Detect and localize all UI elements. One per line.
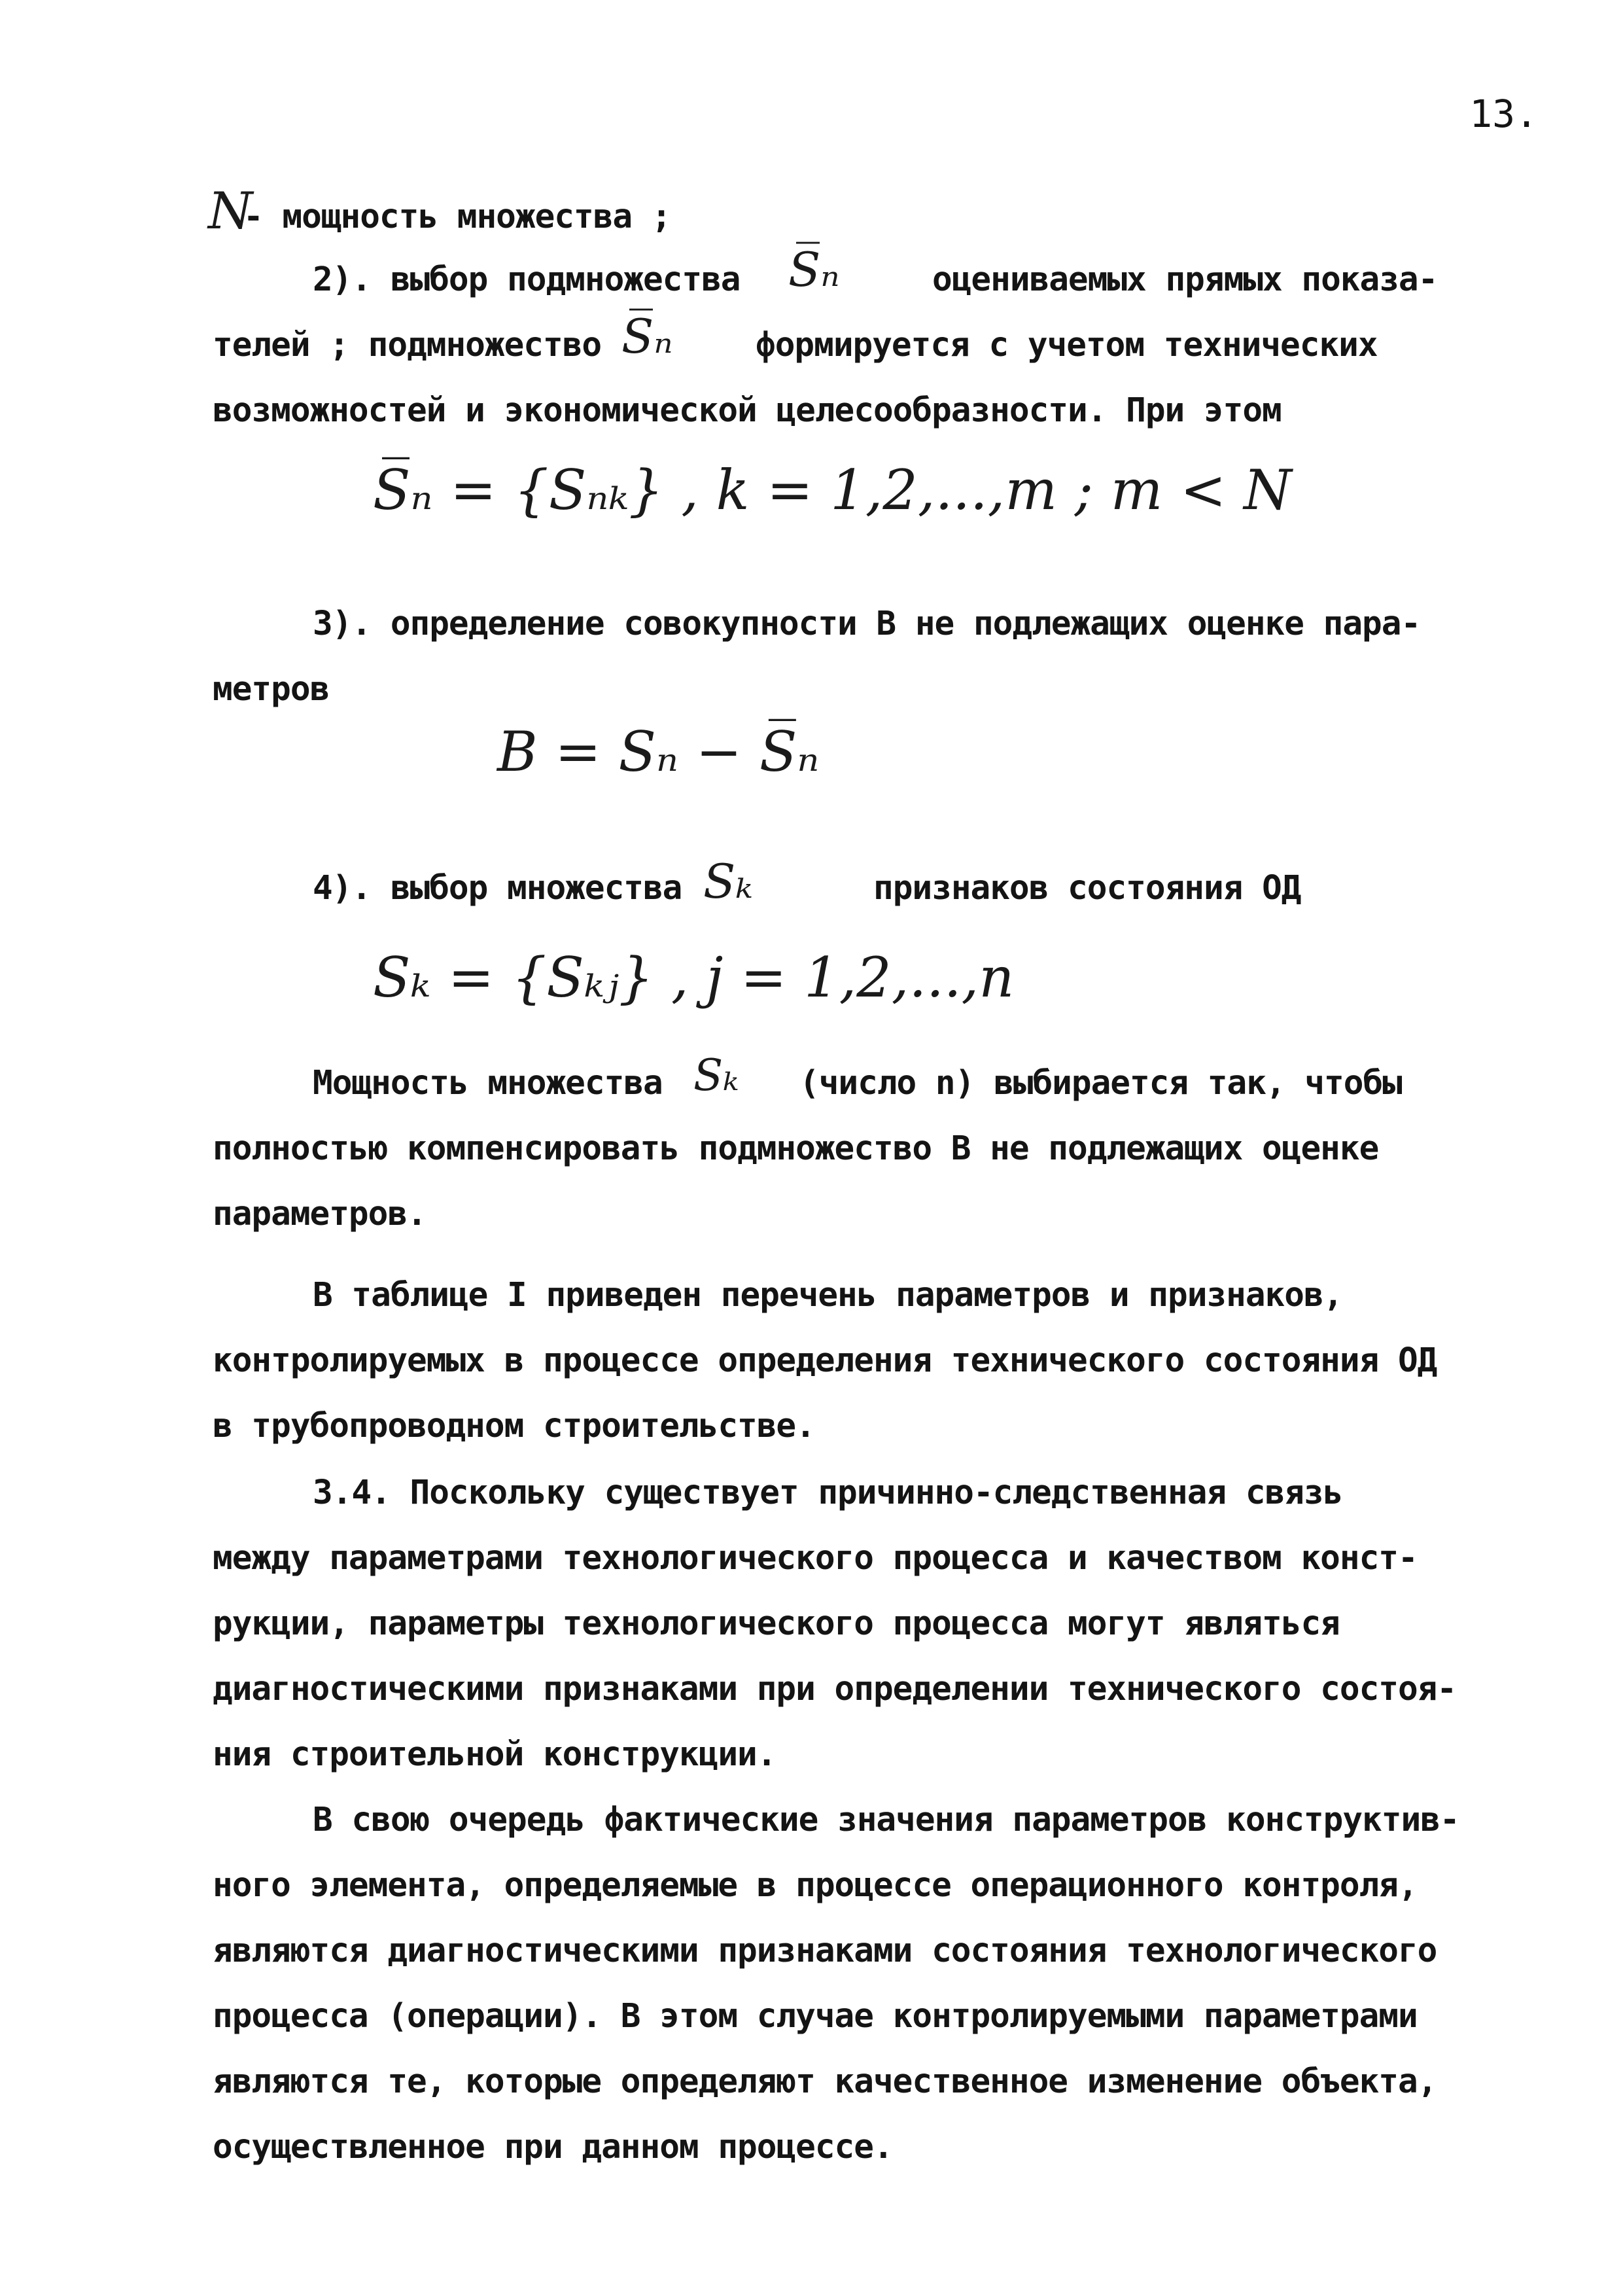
text-line-5: 3). определение совокупности B не подлежащих оценке пара- — [313, 605, 1421, 643]
text-line-7a: 4). выбор множества — [313, 869, 682, 908]
text-line-24: осуществленное при данном процессе. — [213, 2128, 893, 2166]
symbol-sn-bar-2: S̅ₙ — [621, 309, 673, 364]
text-line-4: возможностей и экономической целесообразности. При этом — [213, 391, 1282, 430]
text-line-14: 3.4. Поскольку существует причинно-следственная связь — [313, 1474, 1343, 1512]
text-line-13: в трубопроводном строительстве. — [213, 1407, 815, 1445]
formula-1: S̅ₙ = {Sₙₖ} , k = 1,2,...,m ; m < N — [373, 458, 1292, 522]
text-line-17: диагностическими признаками при определении технического состоя- — [213, 1670, 1457, 1708]
text-line-1: - мощность множества ; — [243, 198, 671, 236]
text-line-15: между параметрами технологического процесса и качеством конст- — [213, 1539, 1418, 1578]
symbol-sk-1: Sₖ — [703, 854, 753, 909]
text-line-21: являются диагностическими признаками состояния технологического — [213, 1932, 1437, 1970]
text-line-10: параметров. — [213, 1195, 427, 1233]
text-line-8a: Мощность множества — [313, 1064, 663, 1103]
text-line-6: метров — [213, 670, 330, 709]
symbol-sk-2: Sₖ — [693, 1050, 739, 1101]
text-line-16: рукции, параметры технологического процесса могут являться — [213, 1604, 1340, 1643]
text-line-20: ного элемента, определяемые в процессе операционного контроля, — [213, 1866, 1418, 1905]
text-line-3a: телей ; подмножество — [213, 326, 602, 364]
symbol-sn-bar-1: S̅ₙ — [788, 242, 840, 297]
text-line-8b: (число n) выбирается так, чтобы — [799, 1064, 1402, 1103]
text-line-11: В таблице I приведен перечень параметров и признаков, — [313, 1276, 1343, 1315]
text-line-19: В свою очередь фактические значения параметров конструктив- — [313, 1801, 1459, 1839]
symbol-n-handwritten: N — [208, 182, 253, 241]
text-line-12: контролируемых в процессе определения технического состояния ОД — [213, 1341, 1437, 1380]
formula-2: B = Sₙ − S̅ₙ — [497, 720, 820, 784]
text-line-23: являются те, которые определяют качественное изменение объекта, — [213, 2062, 1437, 2101]
text-line-18: ния строительной конструкции. — [213, 1735, 777, 1774]
text-line-3b: формируется с учетом технических — [756, 326, 1378, 364]
text-line-2b: оцениваемых прямых показа- — [932, 260, 1438, 299]
page-number: 13. — [1469, 92, 1538, 136]
text-line-2a: 2). выбор подмножества — [313, 260, 741, 299]
text-line-7b: признаков состояния ОД — [873, 869, 1301, 908]
formula-3: Sₖ = {Sₖⱼ} , j = 1,2,...,n — [373, 945, 1015, 1010]
text-line-9: полностью компенсировать подмножество B не подлежащих оценке — [213, 1129, 1379, 1168]
text-line-22: процесса (операции). В этом случае контролируемыми параметрами — [213, 1997, 1418, 2036]
